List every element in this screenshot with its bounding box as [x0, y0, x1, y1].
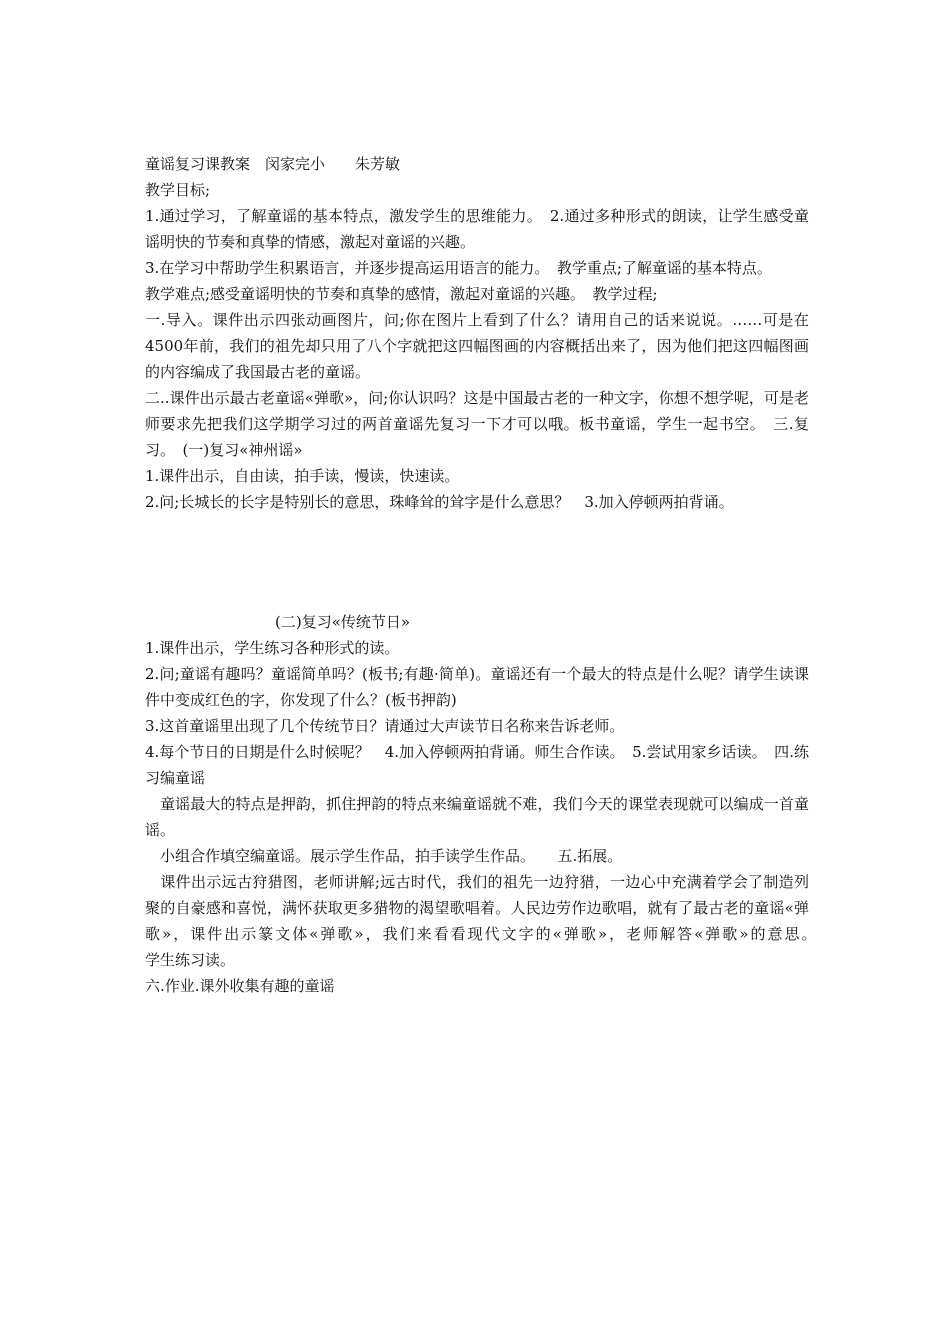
objectives-paragraph-2: 3.在学习中帮助学生积累语言，并逐步提高运用语言的能力。 教学重点;了解童谣的基本特点。	[145, 259, 772, 277]
review-one-item-2: 2.问;长城长的长字是特别长的意思，珠峰耸的耸字是什么意思？ 3.加入停顿两拍背诵。	[145, 493, 734, 511]
document-header: 童谣复习课教案 闵家完小 朱芳敏	[145, 155, 401, 173]
difficulty-paragraph: 教学难点;感受童谣明快的节奏和真挚的感情，激起对童谣的兴趣。 教学过程;	[145, 285, 658, 303]
objectives-paragraph-1: 1.通过学习，了解童谣的基本特点，激发学生的思维能力。 2.通过多种形式的朗读，让学生感受童谣明快的节奏和真挚的情感，激起对童谣的兴趣。	[145, 207, 809, 251]
document-page	[145, 151, 900, 999]
blank-gap	[145, 515, 809, 609]
section-five-paragraph: 课件出示远古狩猎图，老师讲解;远古时代，我们的祖先一边狩猎，一边心中充满着学会了制造列聚的自豪感和喜悦，满怀获取更多猎物的渴望歌唱着。人民边劳作边歌唱，就有了最古老的童谣«弹歌»，课件出示篆文体«弹歌»，我们来看看现代文字的«弹歌»，老师解答«弹歌»的意思。 学生练习读。	[145, 873, 900, 969]
review-two-item-1: 1.课件出示，学生练习各种形式的读。	[145, 639, 400, 657]
review-two-item-3: 3.这首童谣里出现了几个传统节日？请通过大声读节日名称来告诉老师。	[145, 717, 625, 735]
intro-paragraph: 一.导入。课件出示四张动画图片，问;你在图片上看到了什么？请用自己的话来说说。……可是在4500年前，我们的祖先却只用了八个字就把这四幅图画的内容概括出来了，因为他们把这四幅图画的内容编成了我国最古老的童谣。	[145, 311, 809, 381]
objectives-title: 教学目标;	[145, 181, 211, 199]
group-work-paragraph: 小组合作填空编童谣。展示学生作品，拍手读学生作品。 五.拓展。	[145, 847, 623, 865]
review-two-heading: (二)复习«传统节日»	[275, 613, 411, 631]
section-six-paragraph: 六.作业.课外收集有趣的童谣	[145, 977, 335, 995]
review-two-item-2: 2.问;童谣有趣吗？童谣简单吗？(板书;有趣·简单)。童谣还有一个最大的特点是什么呢？请学生读课件中变成红色的字，你发现了什么？(板书押韵)	[145, 665, 809, 709]
review-two-item-4: 4.每个节日的日期是什么时候呢？ 4.加入停顿两拍背诵。师生合作读。 5.尝试用家乡话读。 四.练习编童谣	[145, 743, 809, 787]
section-four-paragraph: 童谣最大的特点是押韵，抓住押韵的特点来编童谣就不难，我们今天的课堂表现就可以编成一首童谣。	[145, 795, 809, 839]
review-one-item-1: 1.课件出示，自由读，拍手读，慢读，快速读。	[145, 467, 460, 485]
section-two-paragraph: 二..课件出示最古老童谣«弹歌»，问;你认识吗？这是中国最古老的一种文字，你想不想学呢，可是老师要求先把我们这学期学习过的两首童谣先复习一下才可以哦。板书童谣，学生一起书空。 三.复习。 (一)复习«神州谣»	[145, 389, 809, 459]
